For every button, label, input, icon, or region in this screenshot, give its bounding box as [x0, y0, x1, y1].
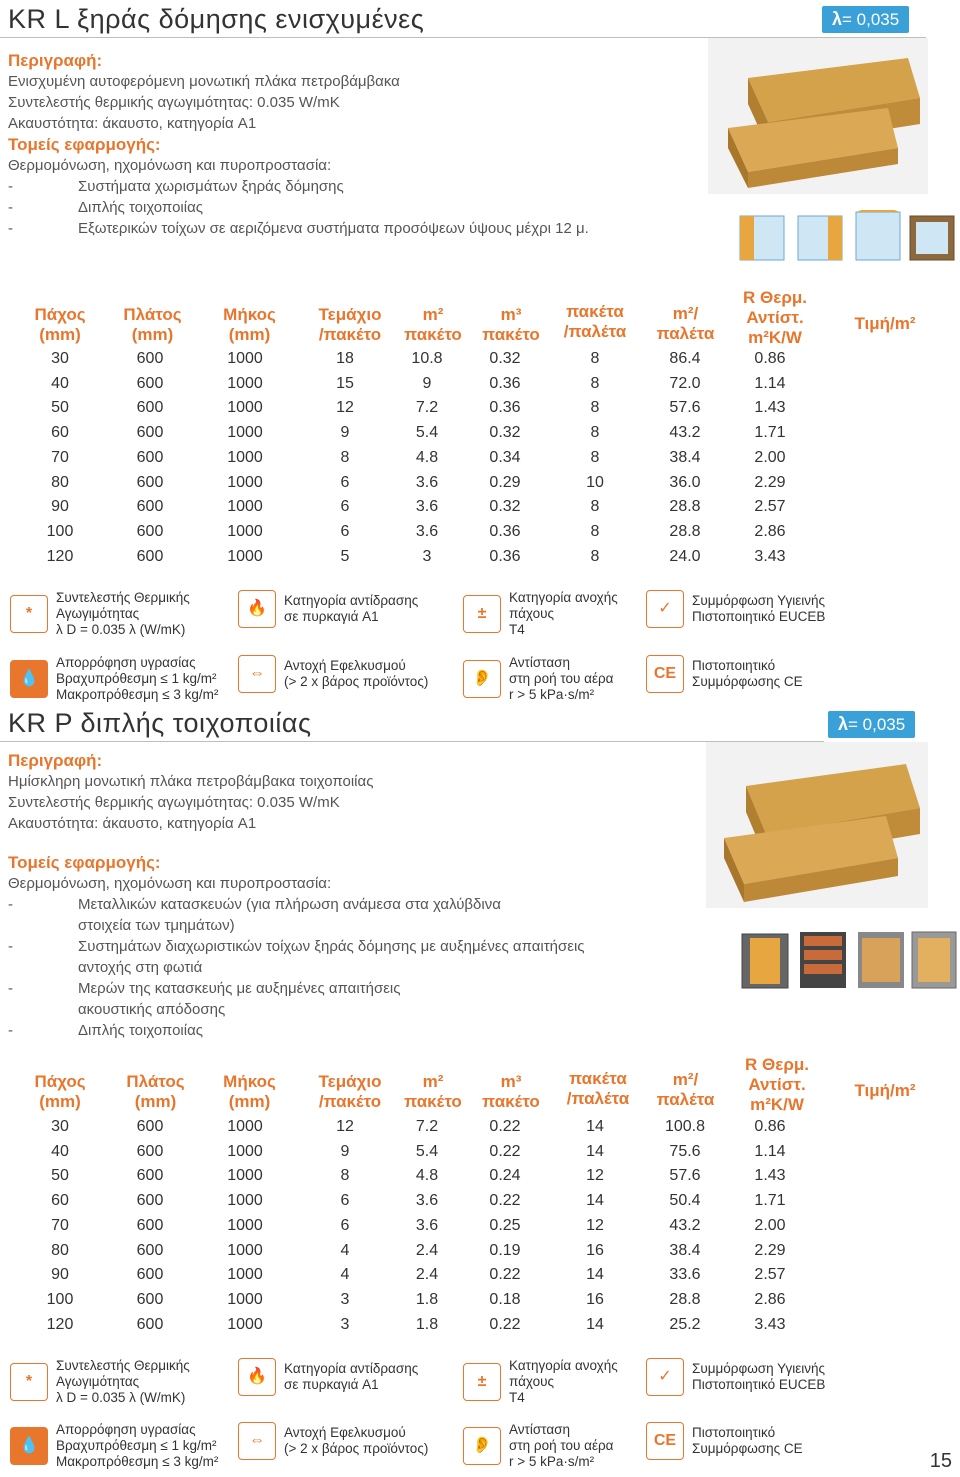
table-cell: 2.4	[415, 1266, 439, 1284]
table-cell: 12	[336, 399, 354, 417]
section2-title-rule	[0, 741, 824, 742]
table-cell: 0.34	[489, 448, 521, 466]
table-cell: 40	[51, 374, 69, 392]
table-cell: 30	[51, 1118, 69, 1135]
section2-lambda-badge	[828, 711, 915, 738]
table-cell: 0.29	[489, 473, 521, 491]
table-cell: 14	[586, 1315, 604, 1333]
table-row	[0, 1316, 830, 1338]
table-cell: 50	[51, 1167, 69, 1185]
page-number: 15	[929, 1450, 952, 1472]
table-cell: 1.43	[754, 399, 786, 417]
table-cell: 6	[340, 522, 350, 540]
col-header-r-value: R Θερμ. Αντίστ. m²K/W	[743, 288, 807, 347]
table-cell: 2.00	[754, 1216, 786, 1234]
table-cell: 14	[586, 1142, 604, 1160]
app-item: - Μερών της κατασκευής με αυξημένες απαιτήσεις ακουστικής απόδοσης	[8, 980, 401, 1018]
col-header-m2: m² πακέτο	[404, 305, 462, 344]
product-image-rockwool-board-2	[706, 742, 928, 908]
table-row	[0, 1143, 830, 1165]
table-cell: 1.8	[415, 1290, 439, 1308]
app-item: - Διπλής τοιχοποιίας	[8, 1022, 203, 1039]
table-cell: 0.22	[489, 1315, 521, 1333]
col-header-price: Τιμή/m²	[854, 1081, 916, 1100]
table-cell: 1000	[227, 1241, 263, 1259]
col-header-length: Μήκος (mm)	[223, 305, 276, 344]
table-cell: 2.86	[754, 1290, 786, 1308]
table-cell: 100	[46, 1290, 74, 1308]
table-row	[0, 1167, 830, 1189]
table-cell: 90	[51, 1266, 69, 1284]
table-cell: 30	[51, 350, 69, 367]
table-cell: 100	[46, 522, 74, 540]
table-cell: 8	[590, 522, 600, 540]
table-cell: 6	[340, 1192, 350, 1210]
table-cell: 70	[51, 448, 69, 466]
table-cell: 18	[336, 350, 354, 367]
feature-fire: 🔥 Κατηγορία αντίδρασης σε πυρκαγιά A1	[238, 1358, 418, 1396]
table-row	[0, 1291, 830, 1313]
feature-thickness: ± Κατηγορία ανοχής πάχους T4	[463, 590, 618, 638]
desc-line: Ημίσκληρη μονωτική πλάκα πετροβάμβακα τοιχοποιίας	[8, 773, 374, 790]
table-cell: 1000	[227, 1167, 263, 1185]
table-cell: 4.8	[415, 448, 439, 466]
app-item: - Συστήματα χωρισμάτων ξηράς δόμησης	[8, 178, 344, 195]
table-cell: 600	[136, 399, 164, 417]
app-item: - Διπλής τοιχοποιίας	[8, 199, 203, 216]
table-row	[0, 1118, 830, 1140]
table-cell: 6	[340, 473, 350, 491]
table-row	[0, 449, 830, 471]
table-cell: 0.25	[489, 1216, 521, 1234]
feature-fire: 🔥 Κατηγορία αντίδρασης σε πυρκαγιά A1	[238, 590, 418, 628]
table-cell: 60	[51, 1192, 69, 1210]
desc-line: Ενισχυμένη αυτοφερόμενη μονωτική πλάκα πετροβάμβακα	[8, 73, 400, 90]
feature-tensile: ⇔ Αντοχή Εφελκυσμού (> 2 x βάρος προϊόντος)	[238, 1422, 428, 1460]
table-cell: 8	[590, 448, 600, 466]
table-cell: 14	[586, 1192, 604, 1210]
table-cell: 24.0	[669, 547, 701, 565]
table-cell: 1000	[227, 1290, 263, 1308]
table-cell: 38.4	[669, 1241, 701, 1259]
table-cell: 5.4	[415, 1142, 439, 1160]
table-cell: 1000	[227, 1266, 263, 1284]
table-cell: 7.2	[415, 399, 439, 417]
table-cell: 0.22	[489, 1142, 521, 1160]
col-header-price: Τιμή/m²	[854, 314, 916, 333]
table-cell: 72.0	[669, 374, 701, 392]
table-cell: 12	[586, 1167, 604, 1185]
table-cell: 8	[340, 448, 350, 466]
feature-thermal: * Συντελεστής Θερμικής Αγωγιμότητας λ D = 0.035 λ (W/mK)	[10, 590, 190, 638]
table-cell: 600	[136, 424, 164, 442]
table-cell: 1000	[227, 522, 263, 540]
table-cell: 0.36	[489, 522, 521, 540]
table-row	[0, 1242, 830, 1264]
table-cell: 600	[136, 1315, 164, 1333]
table-cell: 57.6	[669, 1167, 701, 1185]
col-header-pieces: Τεμάχιο /πακέτο	[318, 1072, 382, 1111]
application-diagram-walls	[740, 928, 958, 990]
col-header-thickness: Πάχος (mm)	[34, 1072, 86, 1111]
sound-ear-icon: 👂	[463, 660, 501, 698]
lambda-value: = 0,035	[848, 715, 906, 734]
col-header-m3: m³ πακέτο	[482, 1072, 540, 1111]
table-cell: 0.86	[754, 1118, 786, 1135]
table-cell: 1.71	[754, 424, 786, 442]
table-cell: 600	[136, 473, 164, 491]
desc-line: Ακαυστότητα: άκαυστο, κατηγορία A1	[8, 815, 257, 832]
table-cell: 1000	[227, 473, 263, 491]
table-cell: 3.6	[415, 1216, 439, 1234]
table-cell: 1000	[227, 374, 263, 392]
table-cell: 8	[590, 498, 600, 516]
table-cell: 1000	[227, 399, 263, 417]
table-cell: 4	[340, 1266, 350, 1284]
table-cell: 0.19	[489, 1241, 521, 1259]
table-cell: 0.36	[489, 547, 521, 565]
section2-description	[8, 750, 708, 834]
application-diagram-cubes	[738, 210, 956, 262]
moisture-drops-icon: 💧	[10, 660, 48, 698]
section2-title: KR P διπλής τοιχοποιίας	[8, 708, 312, 738]
tensile-board-icon: ⇔	[238, 1422, 276, 1460]
table-cell: 0.36	[489, 374, 521, 392]
table-cell: 4	[340, 1241, 350, 1259]
col-header-r-value: R Θερμ. Αντίστ. m²K/W	[745, 1055, 809, 1114]
table-row	[0, 1217, 830, 1239]
table-cell: 57.6	[669, 399, 701, 417]
app-intro: Θερμομόνωση, ηχομόνωση και πυροπροστασία:	[8, 157, 332, 174]
desc-line: Ακαυστότητα: άκαυστο, κατηγορία A1	[8, 115, 257, 132]
table-cell: 9	[340, 1142, 350, 1160]
table-cell: 1.71	[754, 1192, 786, 1210]
col-header-pieces: Τεμάχιο /πακέτο	[318, 305, 382, 344]
thickness-tolerance-icon: ±	[463, 1363, 501, 1401]
table-cell: 0.32	[489, 350, 521, 367]
table-cell: 33.6	[669, 1266, 701, 1284]
table-cell: 25.2	[669, 1315, 701, 1333]
table-cell: 1000	[227, 1192, 263, 1210]
table-row	[0, 498, 830, 520]
tensile-board-icon: ⇔	[238, 655, 276, 693]
moisture-drops-icon: 💧	[10, 1427, 48, 1465]
table-cell: 2.57	[754, 1266, 786, 1284]
table-cell: 1000	[227, 350, 263, 367]
table-cell: 75.6	[669, 1142, 701, 1160]
table-cell: 0.22	[489, 1266, 521, 1284]
table-cell: 8	[340, 1167, 350, 1185]
table-cell: 9	[340, 424, 350, 442]
table-row	[0, 350, 830, 372]
table-cell: 7.2	[415, 1118, 439, 1135]
app-heading: Τομείς εφαρμογής:	[8, 135, 161, 154]
feature-tensile: ⇔ Αντοχή Εφελκυσμού (> 2 x βάρος προϊόντος)	[238, 655, 428, 693]
lambda-value: = 0,035	[842, 10, 900, 29]
table-cell: 14	[586, 1266, 604, 1284]
table-cell: 2.86	[754, 522, 786, 540]
feature-moisture: 💧 Απορρόφηση υγρασίας Βραχυπρόθεσμη ≤ 1 kg/m² Μακροπρόθεσμη ≤ 3 kg/m²	[10, 655, 218, 703]
table-cell: 600	[136, 448, 164, 466]
table-cell: 600	[136, 1118, 164, 1135]
table-cell: 600	[136, 1290, 164, 1308]
table-cell: 8	[590, 424, 600, 442]
table-cell: 0.18	[489, 1290, 521, 1308]
app-intro: Θερμομόνωση, ηχομόνωση και πυροπροστασία:	[8, 875, 332, 892]
table-cell: 9	[422, 374, 432, 392]
table-row	[0, 1266, 830, 1288]
table-cell: 28.8	[669, 498, 701, 516]
feature-ce: CE Πιστοποιητικό Συμμόρφωσης CE	[646, 1422, 803, 1460]
table-cell: 0.24	[489, 1167, 521, 1185]
feature-hygiene: ✓ Συμμόρφωση Υγιεινής Πιστοποιητικό EUCEB	[646, 590, 825, 628]
table-cell: 600	[136, 522, 164, 540]
table-cell: 90	[51, 498, 69, 516]
table-cell: 43.2	[669, 1216, 701, 1234]
table-cell: 16	[586, 1241, 604, 1259]
table-cell: 1000	[227, 1216, 263, 1234]
table-row	[0, 548, 830, 570]
table-cell: 600	[136, 1142, 164, 1160]
table-cell: 3.6	[415, 498, 439, 516]
col-header-m2: m² πακέτο	[404, 1072, 462, 1111]
table-cell: 600	[136, 547, 164, 565]
table-cell: 5	[340, 547, 350, 565]
app-item: - Μεταλλικών κατασκευών (για πλήρωση ανάμεσα στα χαλύβδινα στοιχεία των τμημάτων)	[8, 896, 501, 934]
table-cell: 3.43	[754, 1315, 786, 1333]
table-cell: 14	[586, 1118, 604, 1135]
product-image-rockwool-board	[708, 38, 928, 194]
col-header-width: Πλάτος (mm)	[126, 1072, 185, 1111]
lambda-symbol: λ	[838, 714, 849, 734]
desc-line: Συντελεστής θερμικής αγωγιμότητας: 0.035 W/mK	[8, 94, 340, 111]
app-item: - Εξωτερικών τοίχων σε αεριζόμενα συστήματα προσόψεων ύψους μέχρι 12 μ.	[8, 220, 589, 237]
table-cell: 1000	[227, 1315, 263, 1333]
feature-airflow: 👂 Αντίσταση στη ροή του αέρα r > 5 kPa·s/m²	[463, 1422, 613, 1470]
table-cell: 100.8	[664, 1118, 706, 1135]
table-cell: 16	[586, 1290, 604, 1308]
table-cell: 50.4	[669, 1192, 701, 1210]
table-row	[0, 523, 830, 545]
table-cell: 600	[136, 1167, 164, 1185]
table-cell: 3.6	[415, 522, 439, 540]
table-cell: 3	[422, 547, 432, 565]
table-cell: 600	[136, 350, 164, 367]
table-cell: 0.86	[754, 350, 786, 367]
desc-heading: Περιγραφή:	[8, 751, 103, 770]
table-cell: 2.57	[754, 498, 786, 516]
table-cell: 0.36	[489, 399, 521, 417]
table-cell: 1000	[227, 498, 263, 516]
table-cell: 5.4	[415, 424, 439, 442]
table-cell: 1000	[227, 448, 263, 466]
table-cell: 6	[340, 1216, 350, 1234]
app-item: - Συστημάτων διαχωριστικών τοίχων ξηράς δόμησης με αυξημένες απαιτήσεις αντοχής στη φωτιά	[8, 938, 585, 976]
table-cell: 70	[51, 1216, 69, 1234]
table-cell: 86.4	[669, 350, 701, 367]
section2-applications	[8, 852, 728, 1041]
lambda-symbol: λ	[832, 9, 843, 29]
feature-ce: CE Πιστοποιητικό Συμμόρφωσης CE	[646, 655, 803, 693]
table-cell: 8	[590, 399, 600, 417]
ce-mark-icon: CE	[646, 1422, 684, 1460]
table-cell: 12	[336, 1118, 354, 1135]
table-cell: 1000	[227, 424, 263, 442]
table-row	[0, 375, 830, 397]
table-cell: 80	[51, 1241, 69, 1259]
thermal-conductivity-icon: *	[10, 1363, 48, 1401]
table-cell: 15	[336, 374, 354, 392]
table-cell: 600	[136, 1241, 164, 1259]
table-cell: 2.00	[754, 448, 786, 466]
table-cell: 1000	[227, 1142, 263, 1160]
table-cell: 600	[136, 1216, 164, 1234]
section1-lambda-badge	[822, 6, 909, 33]
section1-description	[8, 50, 708, 239]
table-cell: 600	[136, 1266, 164, 1284]
table-cell: 3.6	[415, 473, 439, 491]
feature-thickness: ± Κατηγορία ανοχής πάχους T4	[463, 1358, 618, 1406]
table-cell: 3	[340, 1315, 350, 1333]
table-cell: 0.32	[489, 498, 521, 516]
table-cell: 10	[586, 473, 604, 491]
table-row	[0, 399, 830, 421]
table-cell: 600	[136, 498, 164, 516]
col-header-m2-pallet: m²/ παλέτα	[656, 304, 715, 343]
feature-airflow: 👂 Αντίσταση στη ροή του αέρα r > 5 kPa·s/m²	[463, 655, 613, 703]
hygiene-check-icon: ✓	[646, 590, 684, 628]
table-cell: 10.8	[411, 350, 443, 367]
table-row	[0, 1192, 830, 1214]
table-row	[0, 474, 830, 496]
table-cell: 1000	[227, 1118, 263, 1135]
col-header-m2-pallet: m²/ παλέτα	[656, 1070, 715, 1109]
feature-hygiene: ✓ Συμμόρφωση Υγιεινής Πιστοποιητικό EUCEB	[646, 1358, 825, 1396]
ce-mark-icon: CE	[646, 655, 684, 693]
desc-line: Συντελεστής θερμικής αγωγιμότητας: 0.035 W/mK	[8, 794, 340, 811]
table-cell: 3.43	[754, 547, 786, 565]
col-header-m3: m³ πακέτο	[482, 305, 540, 344]
col-header-width: Πλάτος (mm)	[123, 305, 182, 344]
table-cell: 120	[46, 1315, 74, 1333]
sound-ear-icon: 👂	[463, 1427, 501, 1465]
table-cell: 8	[590, 374, 600, 392]
table-cell: 4.8	[415, 1167, 439, 1185]
table-cell: 3.6	[415, 1192, 439, 1210]
table-cell: 0.22	[489, 1118, 521, 1135]
col-header-packs: πακέτα /παλέτα	[566, 1069, 630, 1108]
table-cell: 1.14	[754, 1142, 786, 1160]
desc-heading: Περιγραφή:	[8, 51, 103, 70]
table-cell: 1000	[227, 547, 263, 565]
table-cell: 38.4	[669, 448, 701, 466]
table-cell: 36.0	[669, 473, 701, 491]
table-cell: 600	[136, 1192, 164, 1210]
table-cell: 1.43	[754, 1167, 786, 1185]
table-cell: 8	[590, 547, 600, 565]
table-cell: 8	[590, 350, 600, 367]
table-cell: 28.8	[669, 1290, 701, 1308]
table-row	[0, 424, 830, 446]
table-cell: 2.29	[754, 473, 786, 491]
table-cell: 43.2	[669, 424, 701, 442]
feature-thermal: * Συντελεστής Θερμικής Αγωγιμότητας λ D = 0.035 λ (W/mK)	[10, 1358, 190, 1406]
table-cell: 1.14	[754, 374, 786, 392]
col-header-length: Μήκος (mm)	[223, 1072, 276, 1111]
table-cell: 600	[136, 374, 164, 392]
feature-moisture: 💧 Απορρόφηση υγρασίας Βραχυπρόθεσμη ≤ 1 kg/m² Μακροπρόθεσμη ≤ 3 kg/m²	[10, 1422, 218, 1470]
col-header-packs: πακέτα /παλέτα	[563, 302, 627, 341]
table-cell: 60	[51, 424, 69, 442]
table-cell: 2.29	[754, 1241, 786, 1259]
table-cell: 6	[340, 498, 350, 516]
table-cell: 80	[51, 473, 69, 491]
table-cell: 40	[51, 1142, 69, 1160]
thickness-tolerance-icon: ±	[463, 595, 501, 633]
table-cell: 28.8	[669, 522, 701, 540]
thermal-conductivity-icon: *	[10, 595, 48, 633]
table-cell: 120	[46, 547, 74, 565]
table-cell: 1.8	[415, 1315, 439, 1333]
col-header-thickness: Πάχος (mm)	[34, 305, 86, 344]
fire-icon: 🔥	[238, 1358, 276, 1396]
table-cell: 12	[586, 1216, 604, 1234]
table-cell: 2.4	[415, 1241, 439, 1259]
table-cell: 50	[51, 399, 69, 417]
table-cell: 0.32	[489, 424, 521, 442]
app-heading: Τομείς εφαρμογής:	[8, 853, 161, 872]
section1-title: KR L ξηράς δόμησης ενισχυμένες	[8, 4, 425, 34]
fire-icon: 🔥	[238, 590, 276, 628]
table-cell: 0.22	[489, 1192, 521, 1210]
hygiene-check-icon: ✓	[646, 1358, 684, 1396]
table-cell: 3	[340, 1290, 350, 1308]
